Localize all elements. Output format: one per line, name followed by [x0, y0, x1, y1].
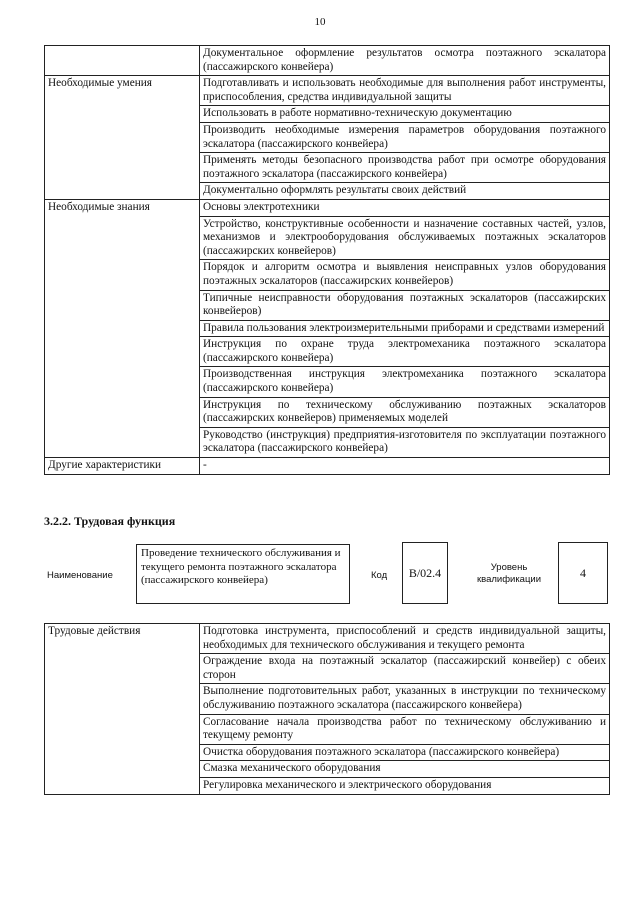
skill-item: Использовать в работе нормативно-техническую документацию	[200, 106, 610, 123]
section-title: 3.2.2. Трудовая функция	[44, 514, 176, 528]
skill-item: Производить необходимые измерения параметров оборудования поэтажного эскалатора (пассажирского конвейера)	[200, 122, 610, 152]
qualification-level-label: Уровень квалификации	[476, 562, 542, 585]
function-name: Проведение технического обслуживания и текущего ремонта поэтажного эскалатора (пассажирского конвейера)	[136, 544, 350, 604]
table-row	[45, 199, 610, 216]
knowledge-item: Правила пользования электроизмерительными приборами и средствами измерений	[200, 320, 610, 337]
action-item: Подготовка инструмента, приспособлений и средств индивидуальной защиты, необходимых для технического обслуживания и текущего ремонта	[200, 624, 610, 654]
skill-item: Применять методы безопасного производства работ при осмотре оборудования поэтажного эскалатора (пассажирского конвейера)	[200, 153, 610, 183]
knowledge-item: Инструкция по техническому обслуживанию поэтажных эскалаторов (пассажирских конвейеров) применяемых моделей	[200, 397, 610, 427]
table-row	[45, 76, 610, 106]
actions-table	[44, 623, 610, 795]
knowledge-item: Порядок и алгоритм осмотра и выявления неисправных узлов оборудования поэтажных эскалаторов (пассажирских конвейеров)	[200, 260, 610, 290]
knowledge-item: Руководство (инструкция) предприятия-изготовителя по эксплуатации поэтажного эскалатора (пассажирского конвейера)	[200, 427, 610, 457]
table-row	[45, 46, 610, 76]
knowledge-item: Основы электротехники	[200, 199, 610, 216]
row-text: Документальное оформление результатов осмотра поэтажного эскалатора (пассажирского конвейера)	[200, 46, 610, 76]
page-number: 10	[314, 16, 326, 28]
function-name-label: Наименование	[47, 570, 113, 581]
skill-item: Документально оформлять результаты своих действий	[200, 183, 610, 200]
action-item: Очистка оборудования поэтажного эскалатора (пассажирского конвейера)	[200, 744, 610, 761]
knowledge-item: Типичные неисправности оборудования поэтажных эскалаторов (пассажирских конвейеров)	[200, 290, 610, 320]
knowledge-item: Производственная инструкция электромеханика поэтажного эскалатора (пассажирского конвейера)	[200, 367, 610, 397]
action-item: Регулировка механического и электрического оборудования	[200, 777, 610, 794]
actions-label: Трудовые действия	[45, 624, 200, 795]
knowledge-item: Устройство, конструктивные особенности и назначение составных частей, узлов, механизмов и электрооборудования обслуживаемых поэтажных эскалаторов (пассажирских конвейеров)	[200, 216, 610, 260]
function-header	[44, 542, 610, 604]
action-item: Ограждение входа на поэтажный эскалатор (пассажирский конвейер) с обеих сторон	[200, 654, 610, 684]
row-label	[45, 46, 200, 76]
function-code: В/02.4	[402, 542, 448, 604]
action-item: Смазка механического оборудования	[200, 761, 610, 778]
knowledge-item: Инструкция по охране труда электромеханика поэтажного эскалатора (пассажирского конвейера)	[200, 337, 610, 367]
skills-label: Необходимые умения	[45, 76, 200, 200]
action-item: Согласование начала производства работ по техническому обслуживанию и текущему ремонту	[200, 714, 610, 744]
action-item: Выполнение подготовительных работ, указанных в инструкции по техническому обслуживанию поэтажного эскалатора (пассажирского конвейера)	[200, 684, 610, 714]
skill-item: Подготавливать и использовать необходимые для выполнения работ инструменты, приспособления, средства индивидуальной защиты	[200, 76, 610, 106]
other-label: Другие характеристики	[45, 458, 200, 475]
requirements-table	[44, 45, 610, 475]
other-text: -	[200, 458, 610, 475]
function-code-label: Код	[371, 570, 388, 581]
knowledge-label: Необходимые знания	[45, 199, 200, 457]
table-row	[45, 624, 610, 654]
table-row	[45, 458, 610, 475]
qualification-level: 4	[558, 542, 608, 604]
